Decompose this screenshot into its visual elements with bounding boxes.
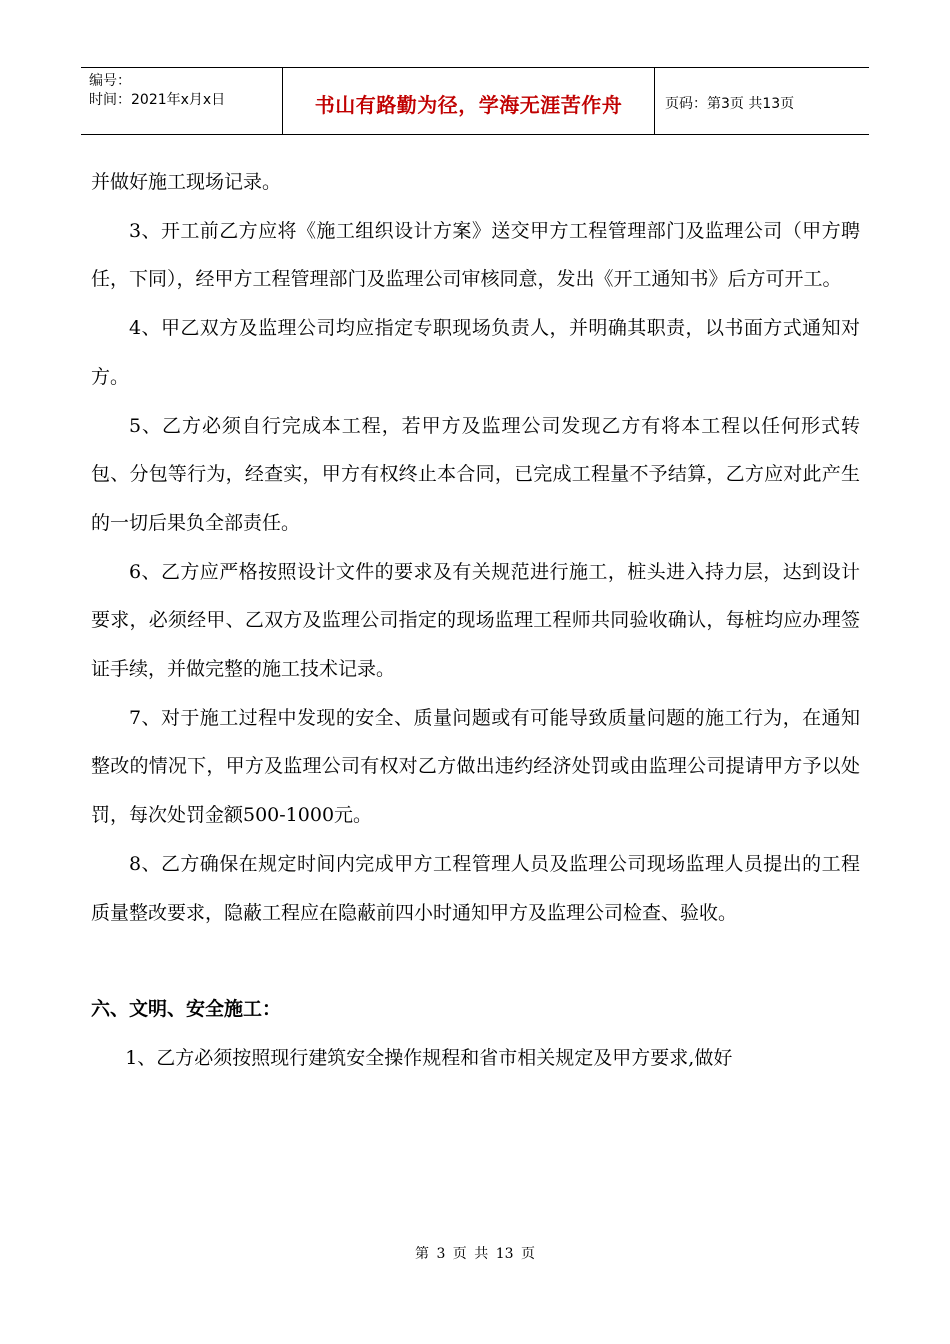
page-header bbox=[81, 67, 869, 135]
header-motto: 书山有路勤为径，学海无涯苦作舟 bbox=[283, 68, 655, 134]
paragraph-item-7: 7、对于施工过程中发现的安全、质量问题或有可能导致质量问题的施工行为，在通知整改的情况下，甲方及监理公司有权对乙方做出违约经济处罚或由监理公司提请甲方予以处罚，每次处罚金额500-1000元。 bbox=[91, 706, 860, 827]
document-body bbox=[91, 158, 860, 1083]
section-heading: 六、文明、安全施工： bbox=[91, 998, 282, 1021]
paragraph-item-8: 8、乙方确保在规定时间内完成甲方工程管理人员及监理公司现场监理人员提出的工程质量整改要求，隐蔽工程应在隐蔽前四小时通知甲方及监理公司检查、验收。 bbox=[91, 852, 860, 924]
header-meta-cell bbox=[81, 68, 283, 134]
paragraph-item-5: 5、乙方必须自行完成本工程，若甲方及监理公司发现乙方有将本工程以任何形式转包、分包等行为，经查实，甲方有权终止本合同，已完成工程量不予结算，乙方应对此产生的一切后果负全部责任。 bbox=[91, 414, 860, 534]
header-time-label: 时间：2021年x月x日 bbox=[89, 92, 226, 108]
paragraph-item-3: 3、开工前乙方应将《施工组织设计方案》送交甲方工程管理部门及监理公司（甲方聘任，下同），经甲方工程管理部门及监理公司审核同意，发出《开工通知书》后方可开工。 bbox=[91, 219, 860, 291]
page-footer: 第 3 页 共 13 页 bbox=[415, 1246, 535, 1262]
paragraph-item-4: 4、甲乙双方及监理公司均应指定专职现场负责人，并明确其职责，以书面方式通知对方。 bbox=[91, 317, 860, 388]
header-page-info: 页码：第3页 共13页 bbox=[665, 96, 795, 112]
paragraph-continuation: 并做好施工现场记录。 bbox=[91, 171, 282, 193]
header-number-label: 编号： bbox=[89, 73, 131, 89]
paragraph-item-6: 6、乙方应严格按照设计文件的要求及有关规范进行施工，桩头进入持力层，达到设计要求，必须经甲、乙双方及监理公司指定的现场监理工程师共同验收确认，每桩均应办理签证手续，并做完整的施工技术记录。 bbox=[91, 560, 860, 681]
section-item-1: 1、乙方必须按照现行建筑安全操作规程和省市相关规定及甲方要求,做好 bbox=[125, 1046, 733, 1069]
